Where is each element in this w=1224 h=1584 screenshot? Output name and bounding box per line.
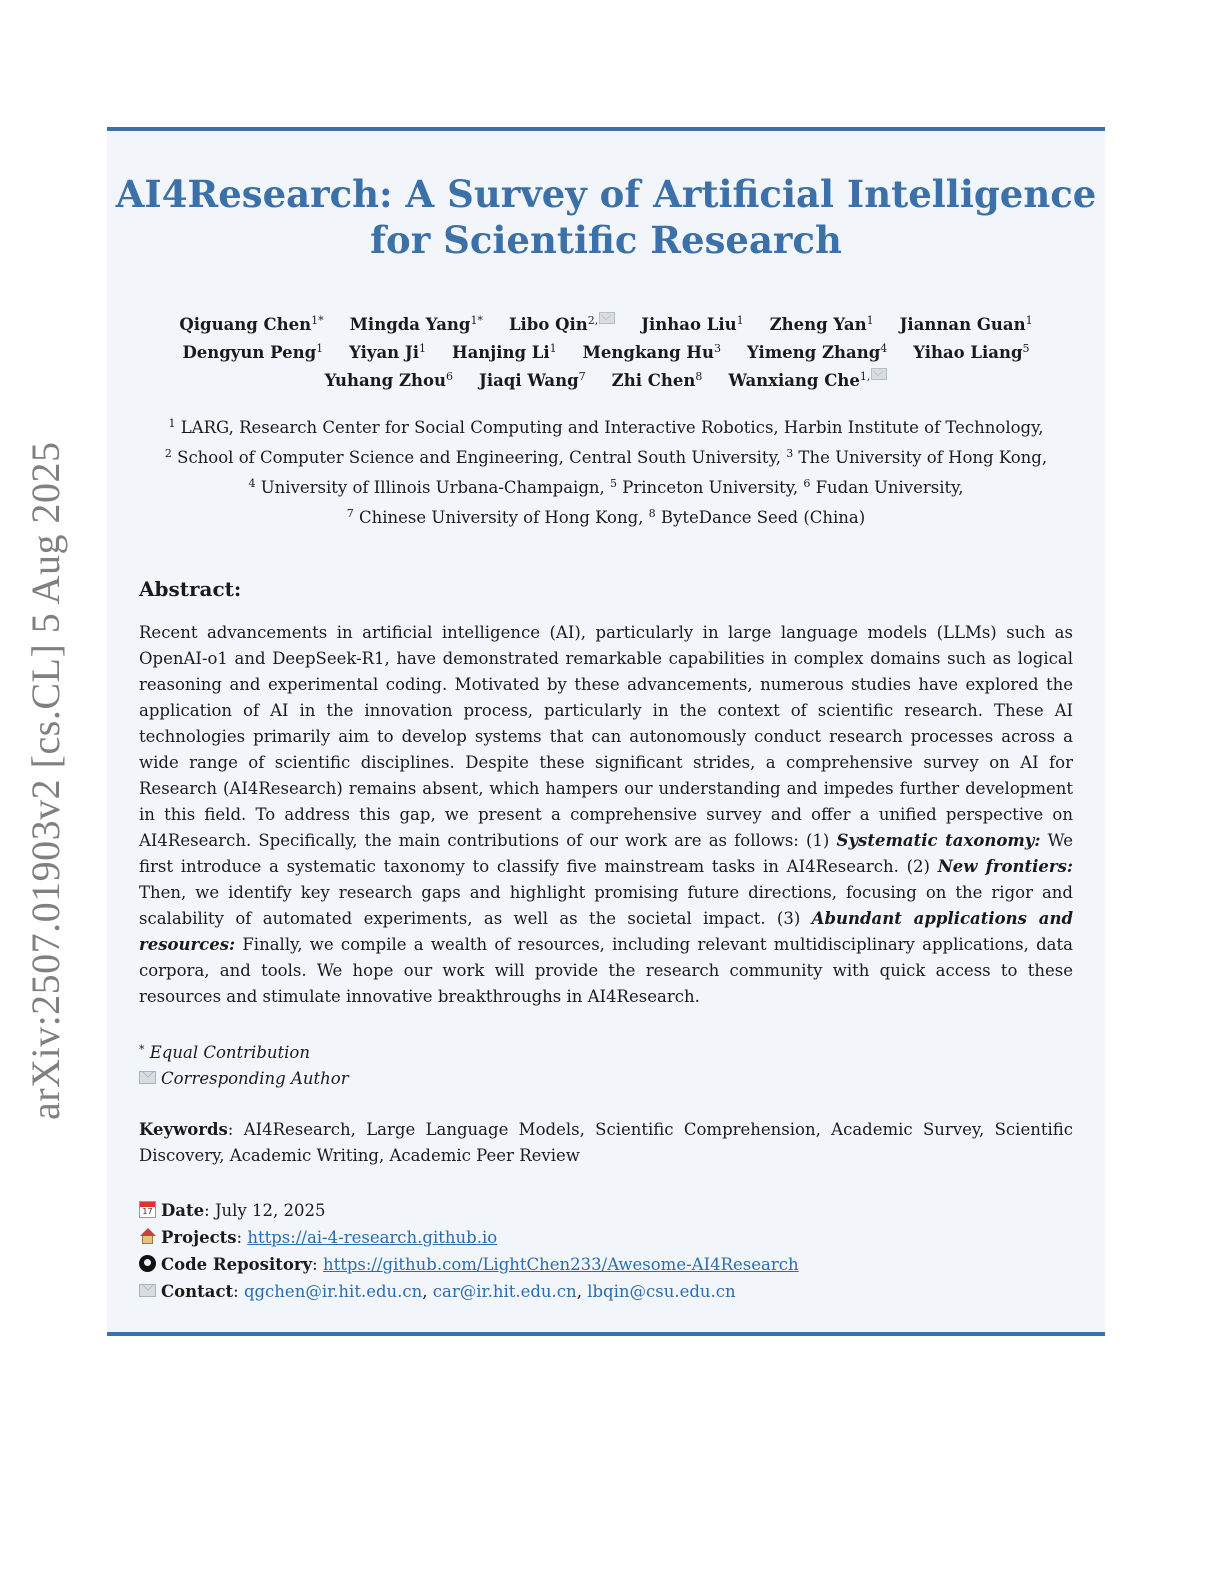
abstract-text-3: Then, we identify key research gaps and highlight promising future directions, focusing on the rigor and scalability of automated experiments, as well as the societal impact. (3) <box>139 883 1073 928</box>
author-name-text: Libo Qin <box>508 315 588 334</box>
keywords-label: Keywords <box>139 1120 228 1139</box>
affiliation-line <box>107 413 1105 443</box>
author-affiliation-marker: 2, <box>587 314 599 327</box>
author-name-text: Zhi Chen <box>611 371 696 390</box>
affiliation-number: 5 <box>610 477 617 490</box>
affiliation-text: University of Illinois Urbana-Champaign, <box>255 478 610 497</box>
affiliation-number: 4 <box>248 477 256 490</box>
code-label: Code Repository <box>161 1255 313 1274</box>
contribution-3-label: Abundant applications and resources: <box>139 909 1073 954</box>
contribution-2-label: New frontiers: <box>937 857 1073 876</box>
contact-email-link[interactable]: lbqin@csu.edu.cn <box>587 1282 736 1301</box>
contribution-1-label: Systematic taxonomy: <box>836 831 1041 850</box>
author-name <box>452 339 557 367</box>
contact-row: Contact: qgchen@ir.hit.edu.cn, car@ir.hit.edu.cn, lbqin@csu.edu.cn <box>139 1278 799 1305</box>
asterisk-marker: * <box>139 1043 145 1056</box>
projects-row: Projects: https://ai-4-research.github.io <box>139 1224 799 1251</box>
author-affiliation-marker: 7 <box>578 370 586 383</box>
author-affiliation-marker: 8 <box>695 370 703 383</box>
abstract-text-1: Recent advancements in artificial intelligence (AI), particularly in large language models (LLMs) such as OpenAI-o1 and DeepSeek-R1, have demonstrated remarkable capabilities in complex domains such as logical reasoning and experimental coding. Motivated by these advancements, numerous studies have explored the application of AI in the innovation process, particularly in the context of scientific research. These AI technologies primarily aim to develop systems that can autonomously conduct research processes across a wide range of scientific disciplines. Despite these significant strides, a comprehensive survey on AI for Research (AI4Research) remains absent, which hampers our understanding and impedes further development in this field. To address this gap, we present a comprehensive survey and offer a unified perspective on AI4Research. Specifically, the main contributions of our work are as follows: (1) <box>139 623 1073 850</box>
keywords <box>139 1117 1073 1169</box>
author-name-text: Dengyun Peng <box>182 343 317 362</box>
author-name-text: Zheng Yan <box>769 315 867 334</box>
author-name <box>747 339 887 367</box>
projects-label: Projects <box>161 1228 237 1247</box>
author-name <box>479 367 586 395</box>
author-name-text: Yiyan Ji <box>349 343 419 362</box>
abstract-text-4: Finally, we compile a wealth of resources, including relevant multidisciplinary applications, data corpora, and tools. We hope our work will provide the research community with quick access to these resources and stimulate innovative breakthroughs in AI4Research. <box>139 935 1073 1006</box>
paper-meta <box>139 1197 799 1305</box>
projects-link[interactable]: https://ai-4-research.github.io <box>247 1228 498 1247</box>
paper-title <box>107 171 1105 263</box>
author-name <box>728 367 887 395</box>
calendar-icon <box>139 1201 156 1218</box>
title-line-1: AI4Research: A Survey of Artificial Intelligence <box>115 172 1097 216</box>
author-affiliation-marker: 3 <box>713 342 721 355</box>
arxiv-side-stamp: arXiv:2507.01903v2 [cs.CL] 5 Aug 2025 <box>23 441 68 1120</box>
title-line-2: for Scientific Research <box>370 218 842 262</box>
author-affiliation-marker: 1* <box>470 314 483 327</box>
author-name-text: Mengkang Hu <box>582 343 714 362</box>
author-affiliation-marker: 1 <box>549 342 557 355</box>
author-list <box>127 311 1085 395</box>
author-row <box>127 367 1085 395</box>
author-name <box>612 367 703 395</box>
affiliation-number: 6 <box>803 477 811 490</box>
title-card <box>107 127 1105 1336</box>
code-repository-link[interactable]: https://github.com/LightChen233/Awesome-AI4Research <box>322 1255 799 1274</box>
envelope-icon <box>139 1071 156 1084</box>
author-affiliation-marker: 1, <box>859 370 871 383</box>
author-name-text: Wanxiang Che <box>728 371 860 390</box>
author-name <box>179 311 323 339</box>
author-name <box>641 311 743 339</box>
equal-contribution-note <box>139 1037 349 1066</box>
affiliation-line <box>107 503 1105 533</box>
contact-label: Contact <box>161 1282 234 1301</box>
date-label: Date <box>161 1201 205 1220</box>
author-affiliation-marker: 1 <box>736 314 744 327</box>
envelope-icon <box>599 312 615 324</box>
author-row <box>127 339 1085 367</box>
affiliation-text: School of Computer Science and Engineering, Central South University, <box>171 448 787 467</box>
affiliation-text: ByteDance Seed (China) <box>655 508 866 527</box>
abstract-heading: Abstract: <box>139 577 242 601</box>
envelope-icon <box>139 1284 156 1297</box>
affiliation-number: 2 <box>164 447 172 460</box>
author-affiliation-marker: 5 <box>1022 342 1030 355</box>
author-name-text: Yihao Liang <box>913 343 1023 362</box>
affiliation-text: The University of Hong Kong, <box>793 448 1048 467</box>
author-name-text: Mingda Yang <box>349 315 471 334</box>
author-name-text: Jiaqi Wang <box>479 371 579 390</box>
author-affiliation-marker: 1 <box>316 342 324 355</box>
author-name-text: Yuhang Zhou <box>324 371 447 390</box>
author-name-text: Hanjing Li <box>452 343 550 362</box>
contact-email-link[interactable]: qgchen@ir.hit.edu.cn <box>243 1282 423 1301</box>
keywords-text: : AI4Research, Large Language Models, Scientific Comprehension, Academic Survey, Scientific Discovery, Academic Writing, Academic Peer Review <box>139 1120 1073 1165</box>
affiliation-number: 3 <box>786 447 794 460</box>
abstract-text-2: We first introduce a systematic taxonomy to classify five mainstream tasks in AI4Research. (2) <box>139 831 1074 876</box>
author-affiliation-marker: 1 <box>1025 314 1033 327</box>
author-name <box>583 339 721 367</box>
author-name <box>349 339 426 367</box>
author-name <box>900 311 1033 339</box>
affiliation-line <box>107 473 1105 503</box>
date-row: 17Date: July 12, 2025 <box>139 1197 799 1224</box>
equal-contribution-text: Equal Contribution <box>149 1043 310 1062</box>
affiliation-list <box>107 413 1105 533</box>
author-affiliation-marker: 1 <box>866 314 874 327</box>
corresponding-author-note <box>139 1066 349 1092</box>
code-row: Code Repository: https://github.com/LightChen233/Awesome-AI4Research <box>139 1251 799 1278</box>
author-name-text: Yimeng Zhang <box>746 343 881 362</box>
github-icon <box>139 1255 156 1272</box>
author-name <box>770 311 874 339</box>
affiliation-text: Chinese University of Hong Kong, <box>353 508 649 527</box>
footnotes <box>139 1037 349 1092</box>
affiliation-line <box>107 443 1105 473</box>
affiliation-number: 7 <box>346 507 354 520</box>
author-row <box>127 311 1085 339</box>
author-name <box>913 339 1029 367</box>
corresponding-author-text: Corresponding Author <box>161 1069 349 1088</box>
contact-email-link[interactable]: car@ir.hit.edu.cn <box>432 1282 577 1301</box>
affiliation-number: 1 <box>168 417 176 430</box>
author-affiliation-marker: 6 <box>446 370 454 383</box>
author-name-text: Jiannan Guan <box>899 315 1026 334</box>
author-name <box>509 311 615 339</box>
author-name <box>350 311 483 339</box>
affiliation-text: Fudan University, <box>810 478 964 497</box>
affiliation-text: Princeton University, <box>617 478 804 497</box>
author-affiliation-marker: 4 <box>880 342 888 355</box>
abstract-body <box>139 620 1073 1010</box>
affiliation-text: LARG, Research Center for Social Computing and Interactive Robotics, Harbin Institute of Technology, <box>175 418 1044 437</box>
author-name-text: Qiguang Chen <box>179 315 312 334</box>
envelope-icon <box>871 368 887 380</box>
author-name <box>325 367 453 395</box>
author-name <box>182 339 323 367</box>
affiliation-number: 8 <box>648 507 656 520</box>
author-affiliation-marker: 1* <box>311 314 324 327</box>
house-icon <box>139 1228 156 1245</box>
author-affiliation-marker: 1 <box>419 342 426 355</box>
author-name-text: Jinhao Liu <box>641 315 737 334</box>
date-value: July 12, 2025 <box>214 1201 326 1220</box>
